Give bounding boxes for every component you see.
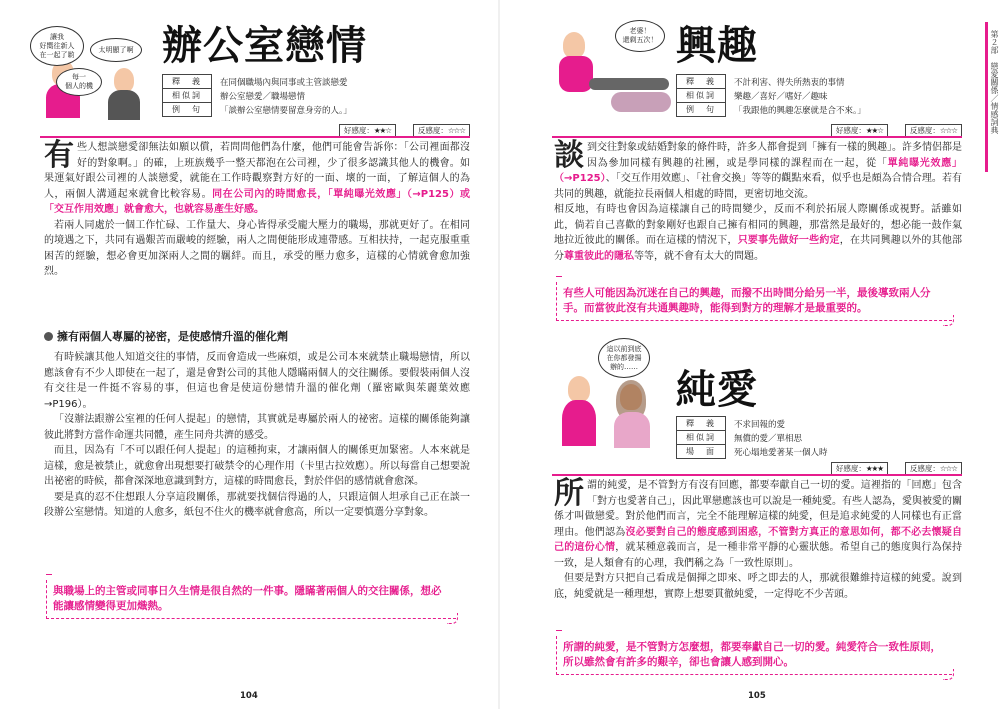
highlight-text: 沒必要對自己的態度感到困惑，不管對方真正的意思如何，都不必去懷疑自己的這份心情: [554, 526, 963, 553]
highlight-text: 同在公司內的時間愈長，「單純曝光效應」（→P125）或「交互作用效應」就會愈大，也就容易產生好感。: [44, 188, 470, 215]
paragraph: 要是真的忍不住想跟人分享這段關係，那就要找個信得過的人，只跟這個人坦承自己正在談一段辦公室戀情。知道的人愈多，紙包不住火的機率就會愈高，所以一定要慎選分享對象。: [44, 491, 470, 518]
side-tab-bar: [985, 22, 988, 172]
dislike-rating: [413, 124, 470, 136]
definition-value: 無償的愛／單相思: [734, 433, 803, 444]
paragraph: [554, 202, 962, 264]
definition-value: 死心塌地愛著某一個人時: [734, 447, 828, 458]
dislike-rating: [905, 462, 962, 474]
body-text: [44, 350, 470, 521]
callout-text: 有些人可能因為沉迷在自己的興趣，而撥不出時間分給另一半，最後導致兩人分手。而當彼此沒有共通興趣時，能得到對方的理解才是最重要的。: [563, 287, 931, 314]
favor-stars: ★★☆: [865, 126, 883, 135]
definition-table: [162, 74, 356, 117]
definition-row: [677, 75, 870, 89]
coworker-body: [108, 90, 140, 120]
body-text: [44, 140, 470, 280]
drop-cap: 有: [44, 138, 74, 173]
favor-stars: ★★★: [865, 464, 883, 473]
text-run: 等等，就不會有太大的問題。: [634, 250, 764, 262]
entry-title: 興趣: [676, 22, 758, 69]
callout-corner: [447, 613, 458, 624]
favor-rating: [831, 462, 888, 474]
bullet-icon: [44, 332, 53, 341]
summary-callout: [556, 282, 952, 321]
definition-key: 釋 義: [677, 75, 726, 89]
highlight-text: 單純曝光效應」（→P125）: [554, 157, 963, 184]
text-run: 到交往對象或結婚對象的條件時，許多人都會提到「擁有一樣的興趣」。許多情侶都是因為參加同樣有興趣的社團，或是學同樣的課程而在一起，從「: [587, 142, 962, 169]
body-text: [554, 478, 962, 602]
barbell-figure: [589, 78, 669, 90]
paragraph: 而且，因為有「不可以跟任何人提起」的這種拘束，才讓兩個人的關係更加緊密。人本來就是這樣，愈是被禁止，就愈會出現想要打破禁令的心理作用（卡里古拉效應）。所以每當自己想要說出祕密的時候，都會深深地意識到對方，這樣的時間愈長，對於伴侶的感情就會愈深。: [44, 445, 470, 487]
exercise-figure: [563, 32, 585, 58]
definition-key: 例 句: [677, 103, 726, 117]
favor-stars: ★★☆: [373, 126, 391, 135]
paragraph: 有時候讓其他人知道交往的事情，反而會造成一些麻煩，或是公司本來就禁止職場戀情，所以應該會有不少人即使在一起了，還是會對公司的其他人隱瞞兩個人的交往關係。要假裝兩個人沒有交往是一件挺不容易的事，但這也會是使這份戀情升溫的催化劑（羅密歐與茱麗葉效應→P196）。: [44, 352, 470, 410]
entry-title: 辦公室戀情: [162, 22, 367, 69]
dislike-label: 反感度：: [909, 126, 940, 135]
speech-bubble: 每一 個人的機: [56, 68, 102, 96]
definition-key: 相似詞: [677, 431, 726, 445]
entry-title: 純愛: [676, 366, 758, 413]
right-page: [500, 0, 999, 709]
left-page: [0, 0, 499, 709]
subheading-text: 擁有兩個人專屬的祕密，是使感情升溫的催化劑: [57, 330, 288, 343]
definition-row: [677, 89, 870, 103]
exercise-body: [559, 56, 593, 92]
man-figure: [568, 376, 590, 402]
page-number: 104: [240, 691, 258, 701]
speech-bubble: 老婆！ 還剩五次！: [615, 20, 665, 52]
text-run: 、「交互作用效應」、「社會交換」等等的觀點來看，似乎也是頗為合情合理。若有共同的興趣，就能拉長兩個人相處的時間，更密切地交流。: [554, 173, 963, 200]
definition-row: [163, 103, 356, 117]
paragraph: 但要是對方只把自己看成是個揮之即來、呼之即去的人，那就很難維持這樣的純愛。說到底，純愛就是一種理想，實際上想要貫徹純愛，一定得吃不少苦頭。: [554, 573, 962, 600]
chapter-side-tab: [985, 22, 999, 172]
favor-label: 好感度：: [835, 126, 866, 135]
definition-value: 「我跟他的興趣怎麼就是合不來。」: [734, 105, 866, 116]
definition-row: [163, 89, 356, 103]
drop-cap: 所: [554, 476, 584, 511]
summary-callout: [46, 580, 456, 619]
highlight-text: 只要事先做好一些約定: [737, 235, 840, 246]
hobby-illustration: [555, 8, 675, 126]
definition-row: [677, 103, 870, 117]
definition-key: 例 句: [163, 103, 212, 117]
definition-value: 在同個職場內與同事或主管談戀愛: [220, 77, 348, 88]
callout-corner: [943, 669, 954, 680]
definition-key: 相似詞: [163, 89, 212, 103]
callout-corner: [943, 315, 954, 326]
text-run: 些人想談戀愛卻無法如願以償，若問問他們為什麼，他們可能會告訴你：「公司裡面都沒好的對象啊。」的確，上班族幾乎一整天都泡在公司裡，少了很多認識其他人的機會。如果運氣好跟公司裡的人談戀愛，就能在工作時觀察對方好的一面、壞的一面，了解這個人的為人，兩個人溝通起來就會比較容易。: [44, 142, 470, 200]
coworker-figure: [114, 68, 134, 92]
definition-row: [677, 445, 832, 459]
dislike-stars: ☆☆☆: [447, 126, 465, 135]
paragraph: 若兩人同處於一個工作忙碌、工作量大、身心皆得承受龐大壓力的職場，那就更好了。在相同的境遇之下，共同有過艱苦而嚴峻的經驗，兩人之間便能形成連帶感。互相扶持，一起克服重重困苦的經驗，想必會更加深兩人之間的羈絆。而且，承受的壓力愈多，這樣的心情就會愈加強烈。: [44, 219, 470, 277]
favor-rating: [831, 124, 888, 136]
office-illustration: [22, 8, 152, 126]
definition-value: 不計利害、得失所熱衷的事情: [734, 77, 845, 88]
drop-cap: 談: [554, 138, 584, 173]
definition-key: 相似詞: [677, 89, 726, 103]
side-tab-text: 第２部 戀愛關係／情感詞典: [990, 30, 999, 134]
definition-value: 不求回報的愛: [734, 419, 786, 430]
woman-body: [614, 412, 650, 448]
definition-value: 辦公室戀愛／職場戀情: [220, 91, 306, 102]
text-run: 相反地，有時也會因為這樣讓自己的時間變少，反而不利於拓展人際關係或視野。話雖如此，倘若自己喜歡的對象剛好也跟自己擁有相同的興趣，那當然是最好的，想必能一鼓作氣地拉近彼此的關係。而在這樣的情況下，: [554, 204, 962, 246]
definition-key: 釋 義: [163, 75, 212, 89]
paragraph: [554, 140, 962, 202]
definition-value: 樂趣／喜好／嗜好／趣味: [734, 91, 828, 102]
callout-text: 與職場上的主管或同事日久生情是很自然的一件事。隱瞞著兩個人的交往關係，想必能讓感情變得更加熾熱。: [53, 585, 442, 612]
definition-table: [676, 74, 870, 117]
definition-key: 釋 義: [677, 417, 726, 431]
callout-text: 所謂的純愛，是不管對方怎麼想，都要奉獻自己一切的愛。純愛符合一致性原則，所以雖然會有許多的艱辛，卻也會讓人感到開心。: [563, 641, 941, 668]
body-text: [554, 140, 962, 264]
favor-rating: [339, 124, 396, 136]
dislike-stars: ☆☆☆: [939, 464, 957, 473]
rating-bar: [552, 124, 962, 138]
paragraph: [44, 140, 470, 218]
text-run: ，在共同興趣以外的其他部分: [554, 235, 963, 262]
definition-key: 場 面: [677, 445, 726, 459]
paragraph: [554, 478, 962, 571]
page-number: 105: [748, 691, 766, 701]
definition-value: 「談辦公室戀情要留意身旁的人。」: [220, 105, 352, 116]
definition-table: [676, 416, 832, 459]
definition-row: [677, 417, 832, 431]
definition-row: [677, 431, 832, 445]
man-body: [562, 400, 596, 446]
speech-bubble: 這以前到底 在你都發揚 辦的……: [598, 338, 650, 378]
rating-bar: [40, 124, 470, 138]
favor-label: 好感度：: [343, 126, 374, 135]
text-run: ，就某種意義而言，是一種非常平靜的心靈狀態。希望自己的態度與行為保持一致，是人類會有的心理，我們稱之為「一致性原則」。: [554, 542, 963, 569]
pure-love-illustration: [560, 338, 670, 456]
definition-row: [163, 75, 356, 89]
rating-bar: [552, 462, 962, 476]
speech-bubble: 讓我 好嚮往新人 在一起了喲: [30, 26, 84, 66]
dislike-rating: [905, 124, 962, 136]
dislike-label: 反感度：: [417, 126, 448, 135]
summary-callout: [556, 636, 952, 675]
dislike-stars: ☆☆☆: [939, 126, 957, 135]
favor-label: 好感度：: [835, 464, 866, 473]
text-run: 謂的純愛，是不管對方有沒有回應，都要奉獻自己一切的愛。這裡指的「回應」包含「對方也愛著自己」，因此單戀應該也可以說是一種純愛。有些人認為，愛與被愛的關係才叫做戀愛。對於他們而言，完全不能理解這樣的純愛，但是追求純愛的人同樣也有正當理由。他們認為: [554, 480, 962, 538]
speech-bubble: 太明顯了啊: [90, 38, 142, 62]
paragraph: 「沒辦法跟辦公室裡的任何人提起」的戀情，其實就是專屬於兩人的祕密。這樣的關係能夠讓彼此將對方當作命運共同體，產生同舟共濟的感受。: [44, 414, 470, 441]
dislike-label: 反感度：: [909, 464, 940, 473]
section-subheading: [44, 328, 288, 344]
lying-figure: [611, 92, 671, 112]
highlight-text: 尊重彼此的隱私: [564, 250, 634, 262]
